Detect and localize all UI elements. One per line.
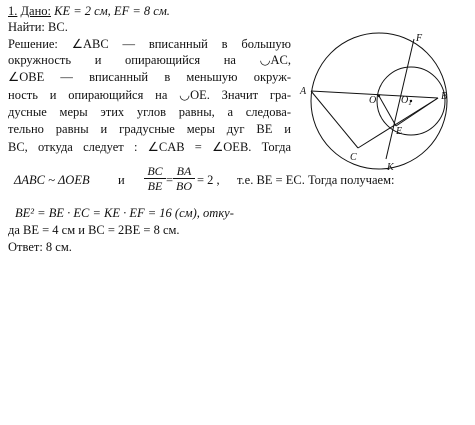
fraction-bc-be-numerator: BC bbox=[144, 164, 166, 179]
point-o bbox=[378, 95, 380, 97]
geometry-figure bbox=[296, 27, 461, 177]
similarity-statement: ΔABC ~ ΔOEB bbox=[14, 173, 90, 187]
label-f: F bbox=[416, 33, 423, 44]
segment-ac bbox=[311, 91, 358, 148]
problem-number: 1. bbox=[8, 4, 18, 18]
label-c: C bbox=[350, 152, 357, 163]
label-o: O bbox=[369, 95, 377, 106]
segment-oe bbox=[379, 96, 396, 126]
fraction-bc-be bbox=[144, 164, 166, 193]
given-value: KE = 2 см, EF = 8 см. bbox=[54, 4, 170, 18]
label-e: E bbox=[396, 126, 403, 137]
and-word: и bbox=[118, 173, 125, 187]
fraction-ba-bo-numerator: BA bbox=[173, 164, 195, 179]
equals-two: = 2 , bbox=[197, 173, 220, 187]
solution-line-7: BC, откуда следует : ∠CAB = ∠OEB. Тогда bbox=[8, 140, 291, 154]
large-circle bbox=[311, 33, 447, 169]
solution-line-2: окружность и опирающийся на ◡AC, bbox=[8, 53, 291, 67]
solution-line-5: дусные меры этих углов равны, а следова- bbox=[8, 105, 291, 119]
solution-line-4: ность и опирающийся на ◡OE. Значит гра- bbox=[8, 88, 291, 102]
solution-line-6: тельно равны и градусные меры дуг BE и bbox=[8, 122, 291, 136]
solution-line-3: ∠OBE — вписанный в меньшую окруж- bbox=[8, 70, 291, 84]
fraction-ba-bo bbox=[173, 164, 195, 193]
conclusion-be-ec: т.е. BE = EC. Тогда получаем: bbox=[237, 173, 395, 187]
label-k: K bbox=[387, 162, 394, 173]
label-o1-letter: O bbox=[401, 95, 409, 106]
solution-line-9: BE² = BE · EC = KE · EF = 16 (см), отку- bbox=[15, 206, 234, 220]
equals-sign: = bbox=[166, 173, 174, 187]
problem-header bbox=[8, 4, 170, 19]
fraction-ba-bo-denominator: BO bbox=[176, 179, 192, 193]
solution-line-1: Решение: ∠ABC — вписанный в большую bbox=[8, 37, 291, 51]
answer-line: Ответ: 8 см. bbox=[8, 240, 72, 254]
label-a: A bbox=[300, 86, 307, 97]
figure-svg bbox=[296, 27, 461, 177]
find-line: Найти: BC. bbox=[8, 20, 68, 34]
solution-line-10: да BE = 4 см и BC = 2BE = 8 см. bbox=[8, 223, 180, 237]
given-label: Дано: bbox=[20, 4, 51, 18]
label-b: B bbox=[441, 91, 448, 102]
fraction-bc-be-denominator: BE bbox=[147, 179, 163, 193]
label-o1-subscript: 1 bbox=[408, 99, 412, 107]
